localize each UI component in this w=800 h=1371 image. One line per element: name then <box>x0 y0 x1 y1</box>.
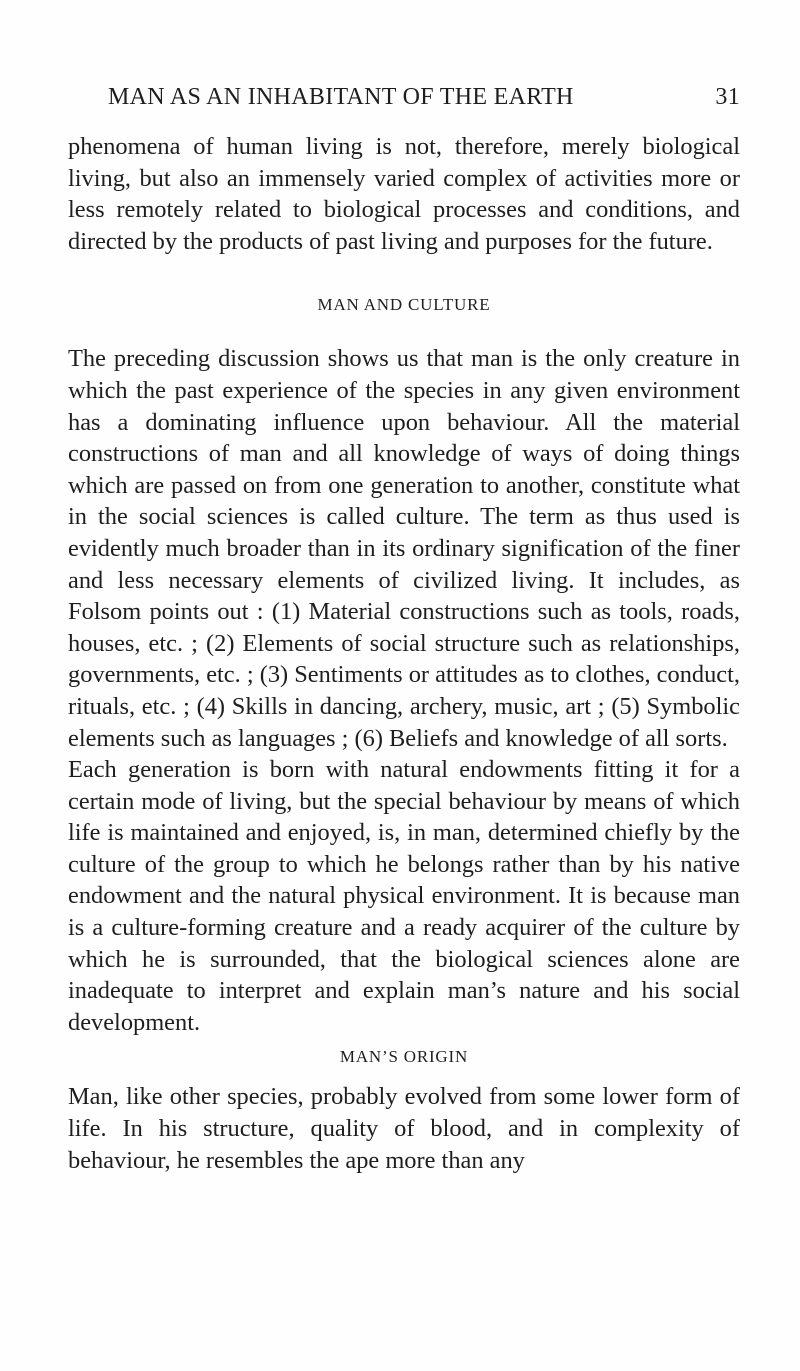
paragraph-culture-definition: The preceding discussion shows us that man is the only creature in which the past experience of the species in any given environment has a dominating influence upon behaviour. All the material constructions of man and all knowledge of ways of doing things which are passed on from one generation to another, constitute what in the social sciences is called culture. The term as thus used is evidently much broader than in its ordinary signification of the finer and less necessary elements of civilized living. It includes, as Folsom points out : (1) Material constructions such as tools, roads, houses, etc. ; (2) Elements of social structure such as relationships, governments, etc. ; (3) Sentiments or attitudes as to clothes, conduct, rituals, etc. ; (4) Skills in dancing, archery, music, art ; (5) Symbolic elements such as languages ; (6) Beliefs and knowledge of all sorts. <box>68 345 740 752</box>
section-heading-mans-origin: MAN’S ORIGIN <box>339 1047 469 1067</box>
paragraph-continuation: phenomena of human living is not, therefore, merely biological living, but also an immensely varied complex of activities more or less remotely related to biological processes and conditions, and directed by the products of past living and purposes for the future. <box>68 133 740 255</box>
running-head-title: MAN AS AN INHABITANT OF THE EARTH <box>108 84 574 110</box>
paragraph-generation: Each generation is born with natural endowments fitting it for a certain mode of living, but the special behaviour by means of which life is maintained and enjoyed, is, in man, determined chiefly by the culture of the group to which he belongs rather than by his native endowment and the natural physical environment. It is because man is a culture-forming creature and a ready acquirer of the culture by which he is surrounded, that the biological sciences alone are inadequate to interpret and explain man’s nature and his social development. <box>68 756 740 1036</box>
section-heading-man-and-culture: MAN AND CULTURE <box>317 295 491 315</box>
paragraph-origin: Man, like other species, probably evolved from some lower form of life. In his structure, quality of blood, and in complexity of behaviour, he resembles the ape more than any <box>68 1083 740 1174</box>
page-number: 31 <box>715 84 740 110</box>
body-text <box>68 131 740 1176</box>
running-head <box>68 84 740 116</box>
